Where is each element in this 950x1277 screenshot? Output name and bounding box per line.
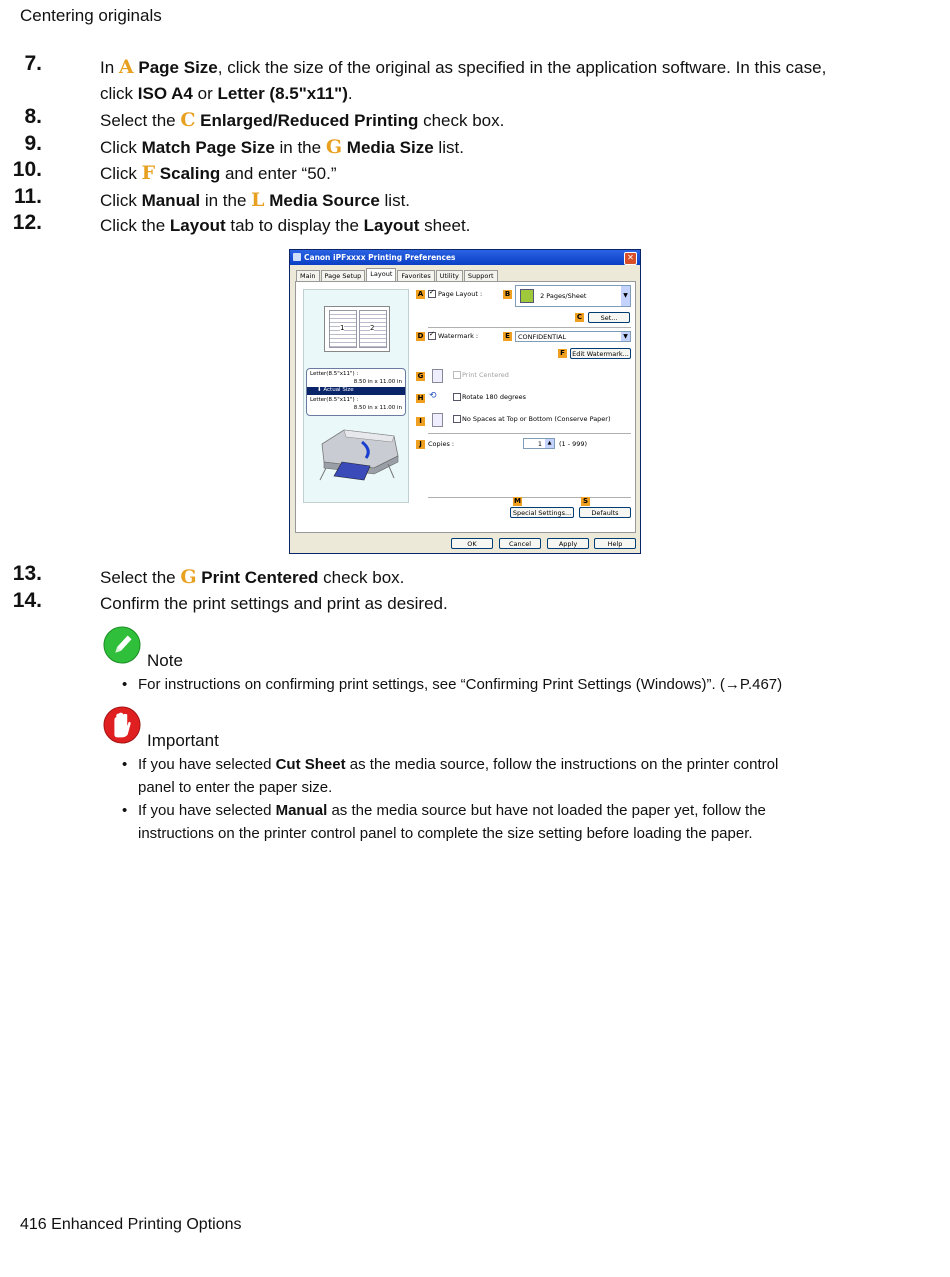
layout-panel xyxy=(295,281,636,533)
step-number: 10. xyxy=(12,158,42,181)
step-text: Click Match Page Size in the G Media Size list. xyxy=(100,136,464,158)
step-number: 9. xyxy=(24,132,42,155)
tab-layout[interactable]: Layout xyxy=(366,268,396,282)
cancel-button[interactable]: Cancel xyxy=(499,538,541,549)
callout-badge: H xyxy=(417,394,424,402)
pencil-icon xyxy=(103,626,141,664)
note-item xyxy=(122,673,822,696)
help-button[interactable]: Help xyxy=(594,538,636,549)
defaults-button[interactable]: Defaults xyxy=(579,507,631,518)
page-layout-checkbox[interactable] xyxy=(428,290,436,298)
page-thumb xyxy=(329,310,357,348)
size-info-box xyxy=(306,368,406,416)
step-number: 12. xyxy=(12,211,42,234)
no-spaces-label: No Spaces at Top or Bottom (Conserve Paper) xyxy=(462,415,611,423)
page-layout-label: Page Layout : xyxy=(438,290,483,298)
page-footer: 416 Enhanced Printing Options xyxy=(20,1216,242,1233)
important-item xyxy=(122,799,812,845)
callout-badge: F xyxy=(558,349,567,358)
tab-support[interactable]: Support xyxy=(464,270,498,282)
step-text: Confirm the print settings and print as desired. xyxy=(100,594,448,613)
page-layout-value: 2 Pages/Sheet xyxy=(540,292,587,300)
copies-input[interactable] xyxy=(523,438,555,449)
dialog-titlebar xyxy=(290,250,640,265)
copies-label: Copies : xyxy=(428,440,455,448)
divider xyxy=(428,497,631,498)
watermark-select[interactable] xyxy=(515,331,631,342)
watermark-value: CONFIDENTIAL xyxy=(518,333,567,341)
no-spaces-checkbox[interactable] xyxy=(453,415,461,423)
size-line: Letter(8.5"x11") : xyxy=(310,371,359,377)
important-text: • If you have selected Manual as the media source but have not loaded the paper yet, follow the instructions on the printer control panel to complete the size setting before loading the paper. xyxy=(138,802,766,842)
important-item xyxy=(122,753,812,799)
page-number: 1 xyxy=(340,324,345,332)
layout-preview xyxy=(303,289,409,503)
rotate-checkbox[interactable] xyxy=(453,393,461,401)
down-arrow-icon: ⬇ xyxy=(317,387,322,393)
divider xyxy=(428,327,631,328)
step-text: Select the C Enlarged/Reduced Printing check box. xyxy=(100,109,505,131)
rotate-label: Rotate 180 degrees xyxy=(462,393,526,401)
note-title: Note xyxy=(147,651,183,670)
ok-button[interactable]: OK xyxy=(451,538,493,549)
actual-size-label: Actual Size xyxy=(323,387,354,393)
printer-illustration xyxy=(314,422,404,482)
special-settings-button[interactable]: Special Settings... xyxy=(510,507,574,518)
copies-value: 1 xyxy=(537,440,542,448)
rotate-icon: ⟲ xyxy=(429,391,437,401)
actual-size-bar xyxy=(307,387,405,395)
size-line: Letter(8.5"x11") : xyxy=(310,397,359,403)
step-text: Click the Layout tab to display the Layout sheet. xyxy=(100,216,471,235)
no-spaces-icon xyxy=(432,413,443,427)
chevron-down-icon: ▼ xyxy=(621,286,630,306)
size-line: 8.50 in x 11.00 in xyxy=(353,379,402,385)
step-text: Click Manual in the L Media Source list. xyxy=(100,189,411,211)
callout-badge: J xyxy=(416,440,425,449)
dialog-title: Canon iPFxxxx Printing Preferences xyxy=(304,253,456,262)
page-thumb xyxy=(359,310,387,348)
step-text: In A Page Size, click the size of the original as specified in the application software. In this case, click ISO A4 or Letter (8.5"x11"). xyxy=(100,56,827,103)
callout-badge: I xyxy=(416,417,425,426)
step-number: 7. xyxy=(24,52,42,75)
important-title: Important xyxy=(147,731,219,750)
callout-badge: A xyxy=(417,290,424,298)
print-centered-checkbox[interactable] xyxy=(453,371,461,379)
callout-badge: C xyxy=(576,313,583,321)
size-line: 8.50 in x 11.00 in xyxy=(353,405,402,411)
page-header: Centering originals xyxy=(20,6,162,25)
watermark-checkbox[interactable] xyxy=(428,332,436,340)
tab-main[interactable]: Main xyxy=(296,270,320,282)
set-button[interactable]: Set... xyxy=(588,312,630,323)
two-pages-thumbnail xyxy=(324,306,390,352)
layout-thumbnail-icon xyxy=(520,289,534,303)
print-centered-label: Print Centered xyxy=(462,371,509,379)
page-number: 2 xyxy=(370,324,375,332)
page-layout-select[interactable] xyxy=(515,285,631,307)
important-text: • If you have selected Cut Sheet as the media source, follow the instructions on the printer control panel to enter the paper size. xyxy=(138,756,779,796)
callout-badge: E xyxy=(503,332,512,341)
callout-badge: S xyxy=(582,497,589,505)
print-centered-icon xyxy=(432,369,443,383)
tab-favorites[interactable]: Favorites xyxy=(397,270,434,282)
copies-range: (1 - 999) xyxy=(559,440,588,448)
step-number: 11. xyxy=(13,185,42,208)
apply-button[interactable]: Apply xyxy=(547,538,589,549)
callout-badge: D xyxy=(417,332,424,340)
stop-hand-icon xyxy=(103,706,141,744)
step-number: 8. xyxy=(24,105,42,128)
step-number: 13. xyxy=(12,562,42,585)
printing-preferences-dialog xyxy=(289,249,641,554)
tab-utility[interactable]: Utility xyxy=(436,270,463,282)
chevron-down-icon: ▼ xyxy=(621,332,630,341)
callout-badge: M xyxy=(514,497,521,505)
edit-watermark-button[interactable]: Edit Watermark... xyxy=(570,348,631,359)
tab-page-setup[interactable]: Page Setup xyxy=(321,270,366,282)
step-text: Click F Scaling and enter “50.” xyxy=(100,162,337,184)
step-number: 14. xyxy=(12,589,42,612)
callout-badge: G xyxy=(417,372,424,380)
close-icon[interactable]: ✕ xyxy=(624,252,637,265)
callout-badge: B xyxy=(504,290,511,298)
note-text: • For instructions on confirming print settings, see “Confirming Print Settings (Windows)”. (→P.467) xyxy=(138,676,783,693)
printer-icon xyxy=(293,253,301,261)
spinner-icon[interactable]: ▲ xyxy=(545,439,554,448)
step-text: Select the G Print Centered check box. xyxy=(100,566,405,588)
divider xyxy=(428,433,631,434)
watermark-label: Watermark : xyxy=(438,332,479,340)
